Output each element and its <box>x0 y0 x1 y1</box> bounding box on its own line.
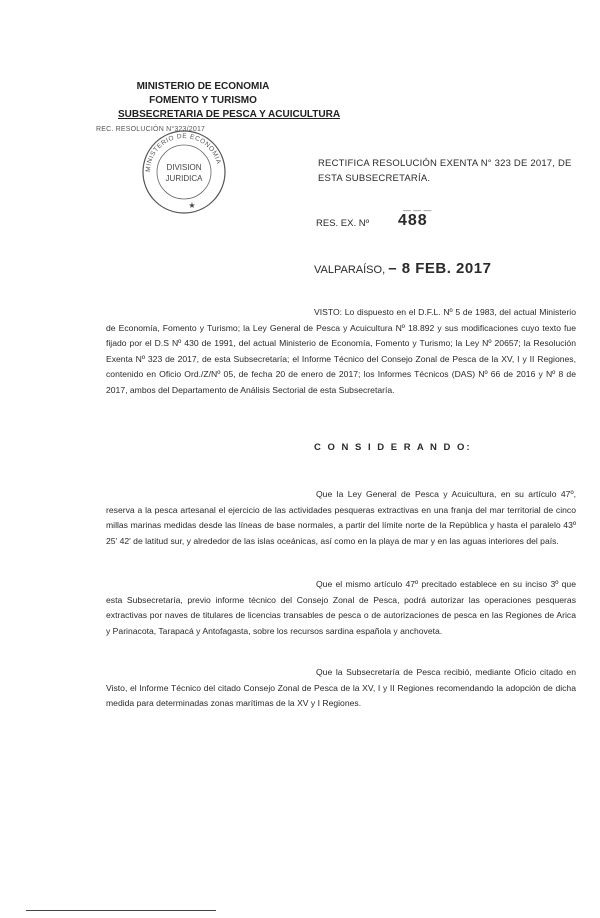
date-stamp: – 8 FEB. 2017 <box>388 260 492 277</box>
resolution-number: 488 <box>398 212 428 229</box>
ministry-line-3: SUBSECRETARIA DE PESCA Y ACUICULTURA <box>118 109 341 120</box>
seal-ring-text: MINISTERIO DE ECONOMIA <box>144 132 223 173</box>
reference-line: REC. RESOLUCIÓN N°323/2017 <box>96 126 206 133</box>
ministry-line-1: MINISTERIO DE ECONOMIA <box>136 81 270 92</box>
ministry-header <box>118 80 341 122</box>
considerando-item-1: Que la Ley General de Pesca y Acuicultura, en su artículo 47º, reserva a la pesca artesanal el ejercicio de las actividades pesqueras extractivas en una franja del mar territorial de cinco millas marinas medidas desde las líneas de base normales, a partir del límite norte de la República y hasta el paralelo 43º 25' 42' de latitud sur, y alrededor de las islas oceánicas, así como en la playa de mar y en las aguas interiores del país. <box>106 489 576 546</box>
star-icon: ★ <box>188 201 196 210</box>
visto-paragraph: VISTO: Lo dispuesto en el D.F.L. Nº 5 de 1983, del actual Ministerio de Economía, Fomento y Turismo; la Ley General de Pesca y Acuicultura Nº 18.892 y sus modificaciones cuyo texto fue fijado por el D.S Nº 430 de 1991, del actual Ministerio de Economía, Fomento y Turismo; la Ley Nº 20657; la Resolución Exenta Nº 323 de 2017, de esta Subsecretaría; el Informe Técnico del Consejo Zonal de Pesca de la XV, I y II Regiones, contenido en Oficio Ord./Z/Nº 05, de fecha 20 de enero de 2017; los Informes Técnicos (DAS) Nº 66 de 2016 y Nº 8 de 2017, ambos del Departamento de Análisis Sectorial de esta Subsecretaría. <box>106 307 576 395</box>
ministry-line-2: FOMENTO Y TURISMO <box>149 95 257 106</box>
resolution-label: RES. EX. Nº <box>316 218 370 229</box>
footer-rule <box>26 910 216 911</box>
number-dashes: — — — <box>403 206 432 215</box>
seal-line-2: JURIDICA <box>165 174 203 183</box>
considerando-heading: C O N S I D E R A N D O: <box>314 442 472 453</box>
subject-text: RECTIFICA RESOLUCIÓN EXENTA N° 323 DE 2017, DE ESTA SUBSECRETARÍA. <box>318 158 572 184</box>
considerando-item-3: Que la Subsecretaría de Pesca recibió, mediante Oficio citado en Visto, el Informe Técnico del citado Consejo Zonal de Pesca de la XV, I y II Regiones recomendando la adopción de dicha medida para determinadas zonas marítimas de la XV y I Regiones. <box>106 667 576 708</box>
seal-line-1: DIVISION <box>166 163 202 172</box>
date-line <box>314 260 491 277</box>
division-juridica-seal <box>140 128 228 216</box>
considerando-item-2: Que el mismo artículo 47º precitado establece en su inciso 3º que esta Subsecretaría, previo informe técnico del Consejo Zonal de Pesca, podrá autorizar las operaciones pesqueras extractivas por naves de titulares de licencias transables de pesca o de autorizaciones de pesca en las Regiones de Arica y Parinacota, Tarapacá y Antofagasta, sobre los recursos sardina española y anchoveta. <box>106 579 576 636</box>
date-place: VALPARAÍSO, <box>314 264 386 276</box>
